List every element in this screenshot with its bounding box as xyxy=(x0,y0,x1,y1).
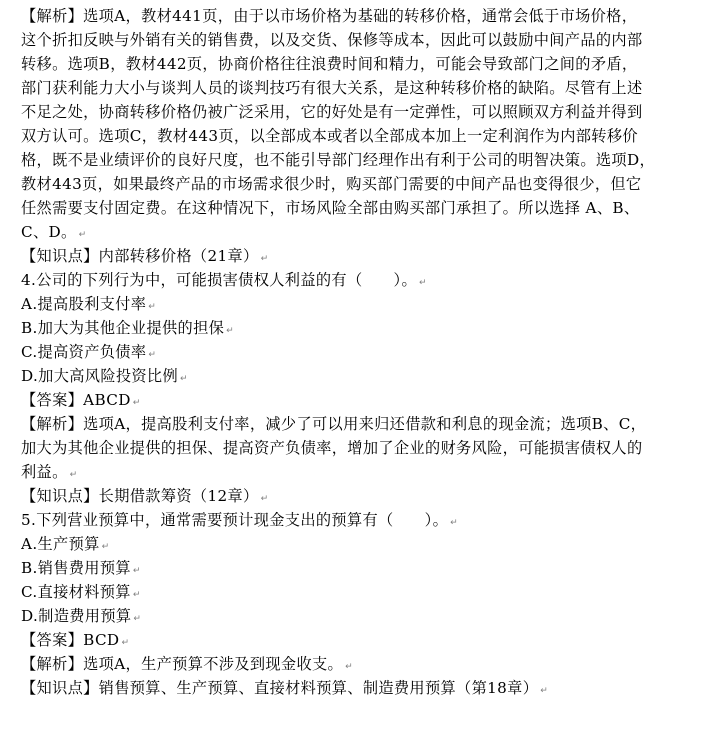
paragraph-mark-icon: ↵ xyxy=(345,662,353,672)
paragraph-mark-icon: ↵ xyxy=(419,278,427,288)
text-line-16: D.加大高风险投资比例 ↵ xyxy=(21,367,188,385)
text-line-7: 格，既不是业绩评价的良好尺度，也不能引导部门经理作出有利于公司的明智决策。选项D， xyxy=(21,151,656,169)
paragraph-mark-icon: ↵ xyxy=(226,326,235,336)
paragraph-mark-icon: ↵ xyxy=(132,590,141,600)
paragraph-mark-icon: ↵ xyxy=(132,398,141,408)
text-line-8: 教材443页，如果最终产品的市场需求很少时，购买部门需要的中间产品也变得很少，但它 xyxy=(21,175,642,193)
paragraph-mark-icon: ↵ xyxy=(121,638,130,648)
text-line-13: A.提高股利支付率 ↵ xyxy=(21,295,157,313)
text-line-4: 部门获利能力大小与谈判人员的谈判技巧有很大关系，是这种转移价格的缺陷。尽管有上述 xyxy=(21,79,643,97)
paragraph-mark-icon: ↵ xyxy=(78,230,87,240)
paragraph-mark-icon: ↵ xyxy=(133,614,142,624)
text-line-15: C.提高资产负债率 ↵ xyxy=(21,343,157,361)
paragraph-mark-icon: ↵ xyxy=(101,542,110,552)
text-line-11: 【知识点】内部转移价格（21章） ↵ xyxy=(21,247,269,265)
text-line-17: 【答案】ABCD ↵ xyxy=(21,391,141,409)
text-line-3: 转移。选项B，教材442页，协商价格往往浪费时间和精力，可能会导致部门之间的矛盾， xyxy=(21,55,638,73)
paragraph-mark-icon: ↵ xyxy=(132,566,141,576)
paragraph-mark-icon: ↵ xyxy=(148,350,157,360)
paragraph-mark-icon: ↵ xyxy=(540,686,549,696)
text-line-20: 利益。 ↵ xyxy=(21,463,78,481)
text-line-1: 【解析】选项A，教材441页，由于以市场价格为基础的转移价格，通常会低于市场价格， xyxy=(21,7,638,25)
paragraph-mark-icon: ↵ xyxy=(180,374,188,384)
paragraph-mark-icon: ↵ xyxy=(148,302,157,312)
text-line-21: 【知识点】长期借款筹资（12章） ↵ xyxy=(21,487,269,505)
text-line-29: 【知识点】销售预算、生产预算、直接材料预算、制造费用预算（第18章） ↵ xyxy=(21,679,549,697)
text-line-28: 【解析】选项A，生产预算不涉及到现金收支。 ↵ xyxy=(21,655,353,673)
text-line-22: 5.下列营业预算中，通常需要预计现金支出的预算有（ ）。 ↵ xyxy=(21,511,459,529)
text-line-14: B.加大为其他企业提供的担保 ↵ xyxy=(21,319,235,337)
text-line-26: D.制造费用预算 ↵ xyxy=(21,607,142,625)
text-line-9: 任然需要支付固定费。在这种情况下，市场风险全部由购买部门承担了。所以选择 A、B、 xyxy=(21,199,640,217)
text-line-2: 这个折扣反映与外销有关的销售费，以及交货、保修等成本，因此可以鼓励中间产品的内部 xyxy=(21,31,643,49)
text-line-27: 【答案】BCD ↵ xyxy=(21,631,130,649)
text-line-12: 4.公司的下列行为中，可能损害债权人利益的有（ ）。 ↵ xyxy=(21,271,427,289)
paragraph-mark-icon: ↵ xyxy=(260,254,269,264)
text-line-24: B.销售费用预算 ↵ xyxy=(21,559,141,577)
text-line-10: C、D。 ↵ xyxy=(21,223,87,241)
text-line-25: C.直接材料预算 ↵ xyxy=(21,583,141,601)
paragraph-mark-icon: ↵ xyxy=(450,518,459,528)
text-line-5: 不足之处，协商转移价格仍被广泛采用，它的好处是有一定弹性，可以照顾双方利益并得到 xyxy=(21,103,643,121)
paragraph-mark-icon: ↵ xyxy=(260,494,269,504)
text-line-18: 【解析】选项A，提高股利支付率，减少了可以用来归还借款和利息的现金流；选项B、C， xyxy=(21,415,647,433)
text-line-6: 双方认可。选项C，教材443页，以全部成本或者以全部成本加上一定利润作为内部转移价 xyxy=(21,127,638,145)
text-line-23: A.生产预算 ↵ xyxy=(21,535,110,553)
text-line-19: 加大为其他企业提供的担保、提高资产负债率，增加了企业的财务风险，可能损害债权人的 xyxy=(21,439,643,457)
paragraph-mark-icon: ↵ xyxy=(69,470,78,480)
